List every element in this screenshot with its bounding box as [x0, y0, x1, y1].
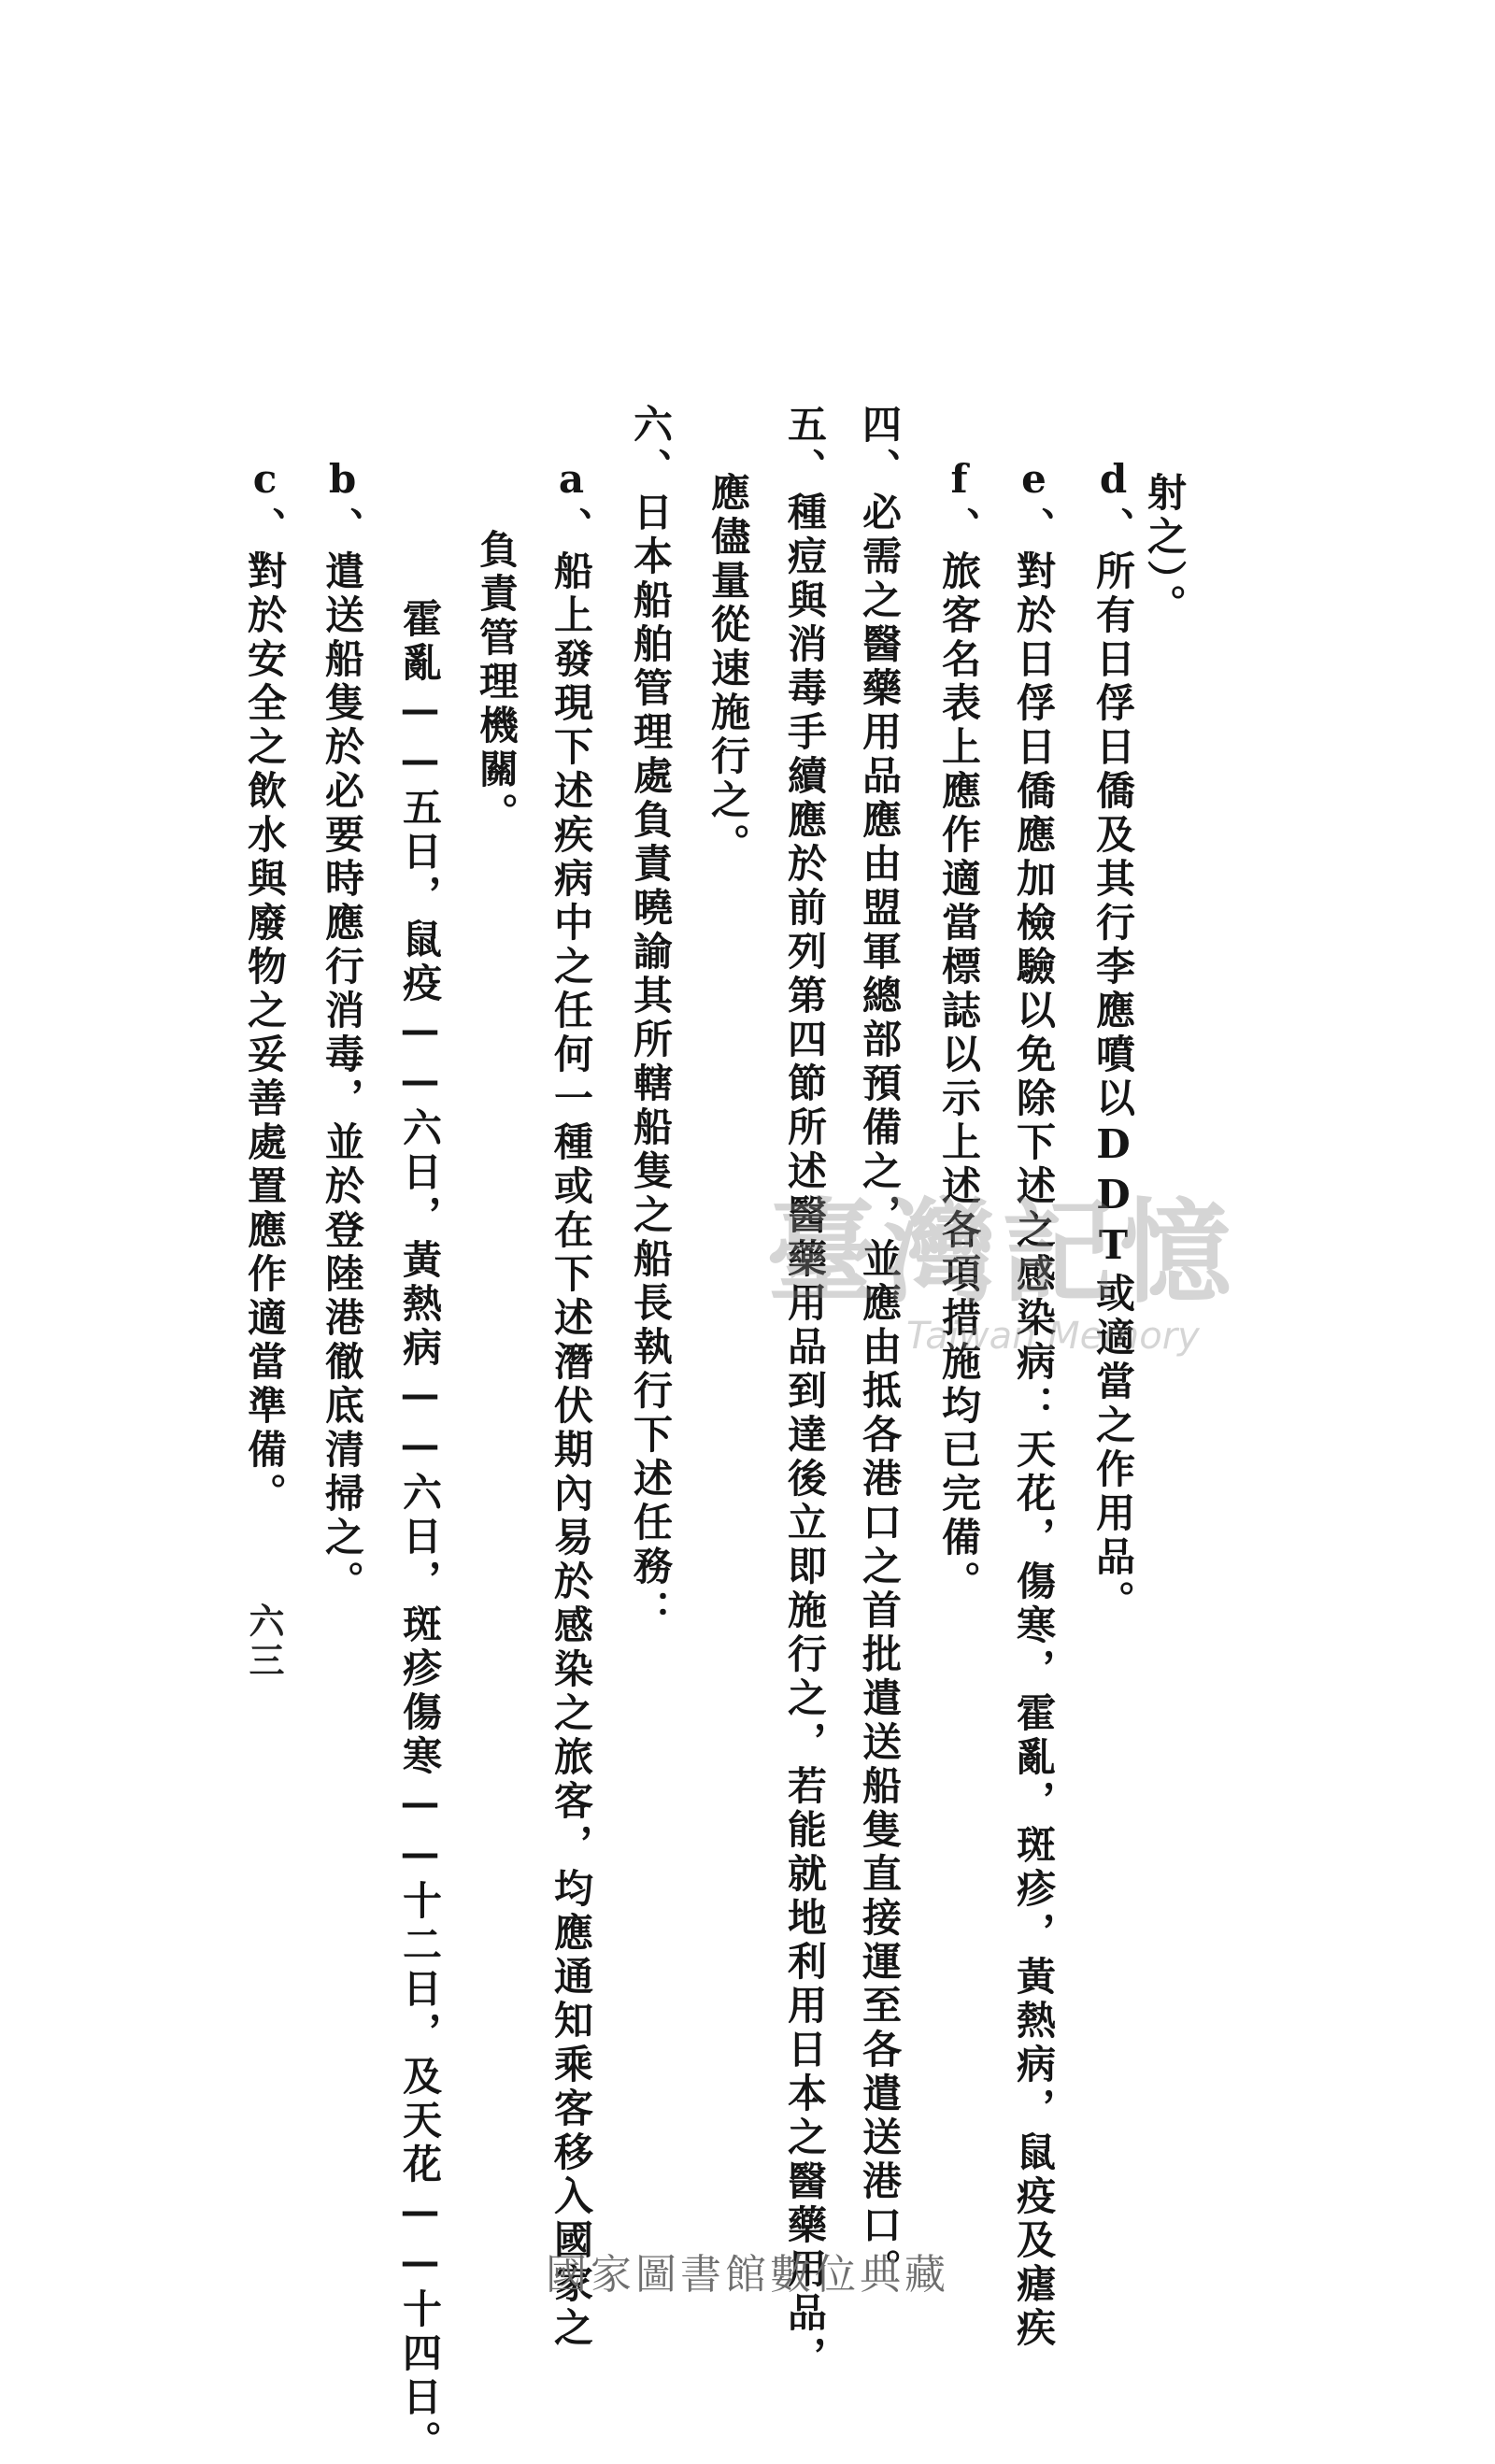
text-column-c01: 射之）。 [1142, 472, 1188, 628]
text-column-c12: b、遣送船隻於必要時應行消毒，並於登陸港徹底清掃之。 [320, 456, 365, 1604]
watermark-sub: Taiwan Memory [906, 1315, 1200, 1358]
text-column-c10: 負責管理機關。 [474, 529, 520, 836]
text-column-c07: 應儘量從速施行之。 [705, 472, 751, 867]
footer-credit: 國家圖書館數位典藏 [546, 2251, 949, 2299]
watermark [766, 1163, 1252, 1358]
text-column-c05: 四、必需之醫藥用品應由盟軍總部預備之，並應由抵各港口之首批遣送船隻直接運至各遣送港口。 [857, 404, 903, 2292]
text-column-c13: c、對於安全之飲水與廢物之妥善處置應作適當準備。 [242, 456, 288, 1517]
text-column-c08: 六、日本船舶管理處負責曉諭其所轄船隻之船長執行下述任務： [628, 404, 674, 1633]
text-column-c04: f、旅客名表上應作適當標誌以示上述各項措施均已完備。 [936, 456, 982, 1604]
text-column-c03: e、對於日俘日僑應加檢驗以免除下述之感染病：天花，傷寒，霍亂，斑疹，黃熱病，鼠疫及瘧疾 [1011, 456, 1057, 2351]
text-column-c06: 五、種痘與消毒手續應於前列第四節所述醫藥用品到達後立即施行之，若能就地利用日本之醫藥用品， [782, 404, 828, 2380]
watermark-main: 臺灣記憶 [766, 1187, 1237, 1318]
text-column-c02: d、所有日俘日僑及其行李應噴以DDT或適當之作用品。 [1090, 456, 1136, 1624]
text-column-c09: a、船上發現下述疾病中之任何一種或在下述潛伏期內易於感染之旅客，均應通知乘客移入國家之 [548, 456, 594, 2351]
page-number: 六三 [243, 1602, 285, 1681]
text-column-c11: 霍亂——五日，鼠疫——六日，黃熱病——六日，斑疹傷寒——十二日，及天花——十四日。 [397, 598, 443, 2464]
